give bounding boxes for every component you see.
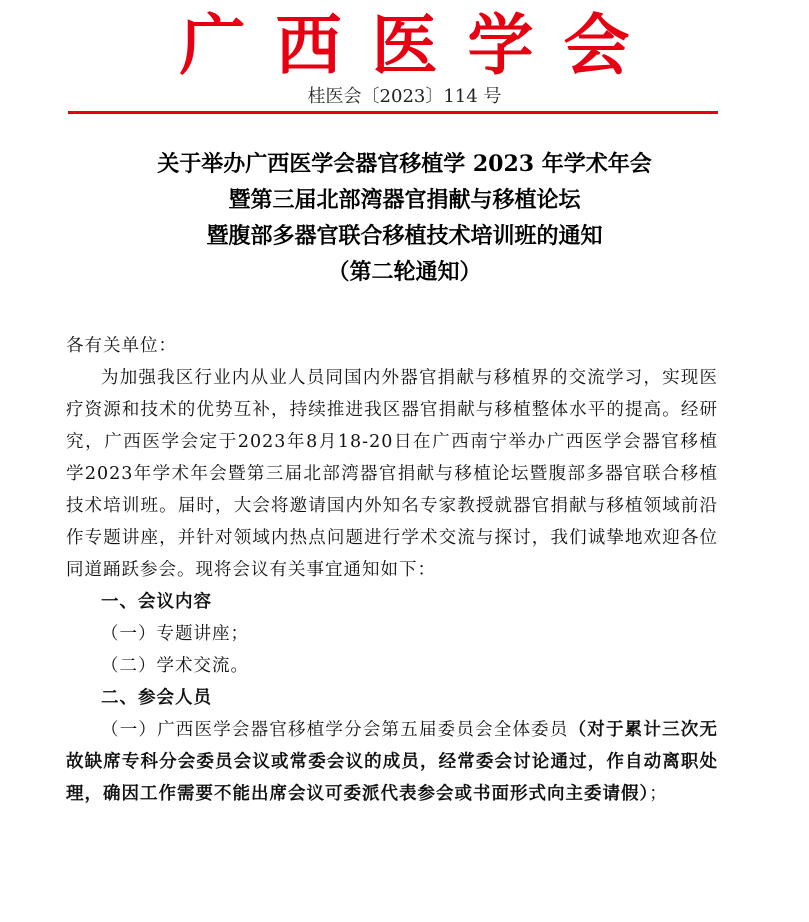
section-1-item-2: （二）学术交流。 [101, 656, 249, 676]
notice-title [0, 146, 809, 290]
red-header-rule [68, 111, 718, 114]
section-2-item-1-note: （对于累计三次无故缺席专科分会委员会议或常委会议的成员，经常委会讨论通过，作自动离职处理，确因工作需要不能出席会议可委派代表参会或书面形式向主委请假） [66, 720, 718, 804]
document-number: 桂医会〔2023〕114 号 [307, 86, 502, 107]
title-line-1: 关于举办广西医学会器官移植学 2023 年学术年会 [157, 151, 652, 177]
title-line-4: （第二轮通知） [327, 259, 482, 285]
section-2-item-1-text: （一）广西医学会器官移植学分会第五届委员会全体委员 [101, 720, 569, 740]
notice-body [66, 330, 718, 810]
title-line-3: 暨腹部多器官联合移植技术培训班的通知 [206, 223, 603, 249]
section-1-item-1: （一）专题讲座； [101, 624, 249, 644]
section-2-item-1-end: ； [649, 784, 668, 804]
intro-paragraph: 为加强我区行业内从业人员同国内外器官捐献与移植界的交流学习，实现医疗资源和技术的优势互补，持续推进我区器官捐献与移植整体水平的提高。经研究，广西医学会定于2023年8月18-20日在广西南宁举办广西医学会器官移植学2023年学术年会暨第三届北部湾器官捐献与移植论坛暨腹部多器官联合移植技术培训班。届时，大会将邀请国内外知名专家教授就器官捐献与移植领域前沿作专题讲座，并针对领域内热点问题进行学术交流与探讨，我们诚挚地欢迎各位同道踊跃参会。现将会议有关事宜通知如下： [66, 368, 718, 580]
salutation: 各有关单位： [66, 336, 177, 356]
section-2-item-1 [66, 714, 718, 810]
title-line-2: 暨第三届北部湾器官捐献与移植论坛 [228, 187, 581, 213]
org-name-header: 广西医学会 [179, 7, 660, 84]
section-2-heading: 二、参会人员 [101, 688, 212, 708]
section-1-heading: 一、会议内容 [101, 592, 212, 612]
